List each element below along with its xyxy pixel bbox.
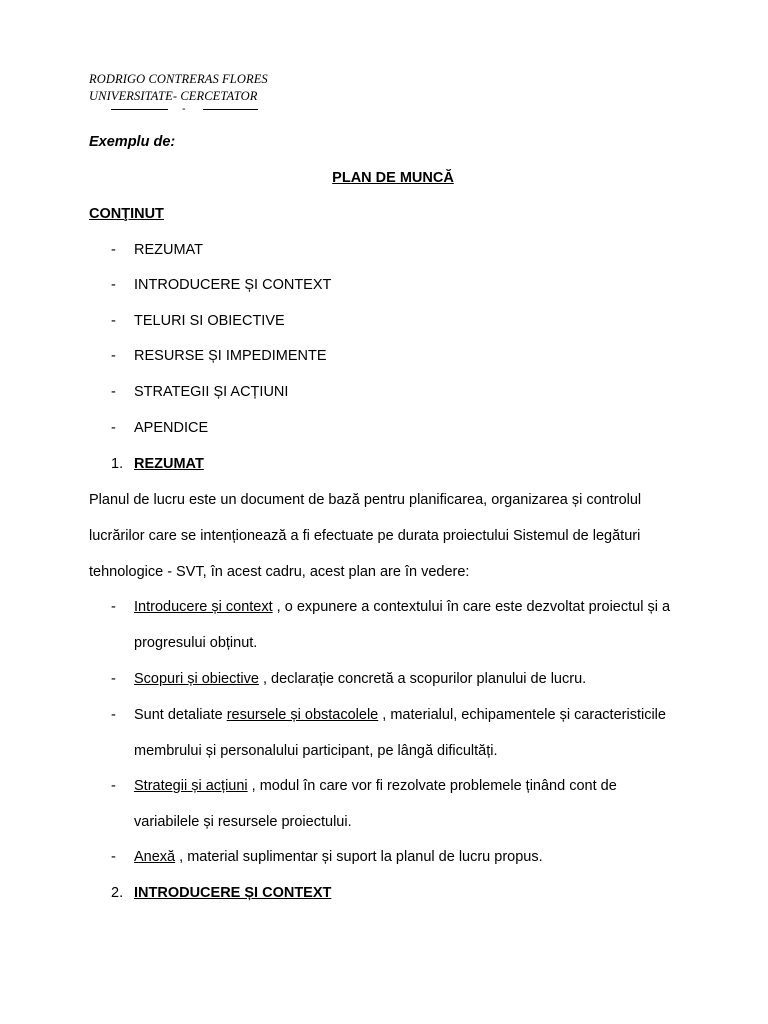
toc-item-strategii: STRATEGII ȘI ACȚIUNI <box>134 384 289 400</box>
item-term: Introducere și context <box>134 599 273 615</box>
summary-item-scopuri <box>134 670 586 688</box>
summary-paragraph-line: Planul de lucru este un document de bază pentru planificarea, organizarea și controlul <box>89 492 642 508</box>
toc-bullet: - <box>111 348 116 364</box>
item-term: Scopuri și obiective <box>134 671 259 687</box>
item-description: , modul în care vor fi rezolvate problemele ținând cont de <box>247 778 617 794</box>
summary-paragraph-line: tehnologice - SVT, în acest cadru, acest plan are în vedere: <box>89 564 470 580</box>
section-2-number: 2. <box>111 885 124 901</box>
section-1-title: REZUMAT <box>134 456 204 472</box>
toc-heading: CONŢINUT <box>89 206 164 222</box>
signature-dash: - <box>182 103 186 115</box>
toc-item-apendice: APENDICE <box>134 420 209 436</box>
item-description: , declarație concretă a scopurilor planului de lucru. <box>258 671 587 687</box>
item-description: , material suplimentar și suport la planul de lucru propus. <box>175 849 543 865</box>
item-term: resursele și obstacolele <box>226 707 379 723</box>
summary-item-anexa <box>134 848 543 866</box>
section-2-title: INTRODUCERE ȘI CONTEXT <box>134 885 332 901</box>
item-prefix: Sunt detaliate <box>134 707 227 723</box>
toc-bullet: - <box>111 420 116 436</box>
summary-paragraph-line: lucrărilor care se intenționează a fi efectuate pe durata proiectului Sistemul de legături <box>89 528 641 544</box>
signature-line-left <box>111 109 168 110</box>
summary-bullet: - <box>111 671 116 687</box>
author-name: RODRIGO CONTRERAS FLORES <box>89 72 268 86</box>
author-role: UNIVERSITATE- CERCETATOR <box>89 89 258 103</box>
summary-item-resurse <box>134 706 666 724</box>
toc-bullet: - <box>111 277 116 293</box>
summary-bullet: - <box>111 778 116 794</box>
item-term: Strategii și acțiuni <box>134 778 248 794</box>
summary-item-continuation: membrului și personalului participant, pe lângă dificultăți. <box>134 743 498 759</box>
toc-bullet: - <box>111 313 116 329</box>
summary-bullet: - <box>111 707 116 723</box>
toc-bullet: - <box>111 242 116 258</box>
summary-item-continuation: variabilele și resursele proiectului. <box>134 814 352 830</box>
toc-item-rezumat: REZUMAT <box>134 242 204 258</box>
signature-line-right <box>203 109 258 110</box>
toc-item-resurse: RESURSE ȘI IMPEDIMENTE <box>134 348 327 364</box>
section-1-number: 1. <box>111 456 124 472</box>
summary-item-strategii <box>134 777 617 795</box>
item-description: , o expunere a contextului în care este dezvoltat proiectul și a <box>272 599 671 615</box>
summary-bullet: - <box>111 599 116 615</box>
summary-bullet: - <box>111 849 116 865</box>
summary-item-continuation: progresului obținut. <box>134 635 258 651</box>
example-label: Exemplu de: <box>89 134 176 150</box>
item-description: , materialul, echipamentele și caracteristicile <box>378 707 666 723</box>
toc-item-introducere: INTRODUCERE ȘI CONTEXT <box>134 277 332 293</box>
document-title: PLAN DE MUNCĂ <box>332 170 454 186</box>
toc-item-teluri: TELURI SI OBIECTIVE <box>134 313 285 329</box>
toc-bullet: - <box>111 384 116 400</box>
summary-item-introducere <box>134 598 670 616</box>
item-term: Anexă <box>134 849 176 865</box>
